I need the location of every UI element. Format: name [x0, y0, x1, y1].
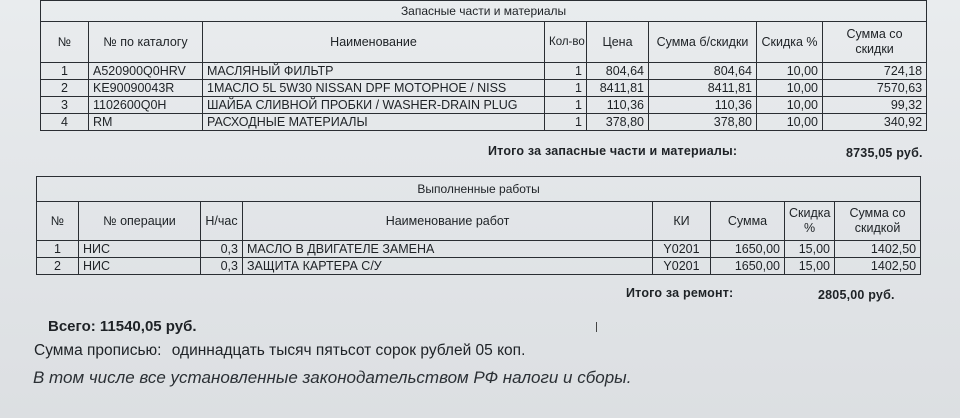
row-discount: 15,00 — [785, 241, 835, 258]
row-number: 1 — [37, 241, 79, 258]
parts-col-number: № — [41, 22, 89, 63]
amount-in-words-value: одиннадцать тысяч пятьсот сорок рублей 05 коп. — [171, 342, 526, 359]
works-col-sum: Сумма — [711, 202, 785, 241]
row-catalog: KE90090043R — [89, 80, 203, 97]
parts-total-label: Итого за запасные части и материалы: — [488, 144, 738, 158]
row-qty: 1 — [545, 97, 587, 114]
parts-col-total: Сумма со скидки — [823, 22, 927, 63]
row-number: 4 — [41, 114, 89, 131]
row-qty: 1 — [545, 114, 587, 131]
row-catalog: A520900Q0HRV — [89, 63, 203, 80]
row-name: ЗАЩИТА КАРТЕРА С/У — [243, 258, 653, 275]
row-number: 2 — [41, 80, 89, 97]
parts-col-sum: Сумма б/скидки — [649, 22, 757, 63]
row-sum: 1650,00 — [711, 241, 785, 258]
row-discount: 10,00 — [757, 80, 823, 97]
amount-in-words-label: Сумма прописью: — [34, 342, 162, 359]
row-discount: 15,00 — [785, 258, 835, 275]
row-name: МАСЛЯНЫЙ ФИЛЬТР — [203, 63, 545, 80]
row-operation: НИС — [79, 241, 201, 258]
works-table — [36, 176, 921, 275]
row-sum: 804,64 — [649, 63, 757, 80]
table-row — [37, 241, 921, 258]
row-total: 724,18 — [823, 63, 927, 80]
row-number: 1 — [41, 63, 89, 80]
table-row — [41, 63, 927, 80]
works-header-row — [37, 202, 921, 241]
row-sum: 110,36 — [649, 97, 757, 114]
row-operation: НИС — [79, 258, 201, 275]
row-sum: 1650,00 — [711, 258, 785, 275]
row-total: 1402,50 — [835, 258, 921, 275]
pen-mark — [596, 322, 597, 332]
row-price: 8411,81 — [587, 80, 649, 97]
row-sum: 8411,81 — [649, 80, 757, 97]
row-total: 1402,50 — [835, 241, 921, 258]
row-qty: 1 — [545, 63, 587, 80]
table-row — [41, 97, 927, 114]
row-ki: Y0201 — [653, 241, 711, 258]
parts-table — [40, 0, 927, 131]
parts-col-qty: Кол-во — [545, 22, 587, 63]
row-name: 1МАСЛО 5L 5W30 NISSAN DPF MOTOPHOE / NISS — [203, 80, 545, 97]
works-table-title: Выполненные работы — [37, 177, 921, 202]
taxes-note: В том числе все установленные законодательством РФ налоги и сборы. — [33, 368, 632, 387]
row-name: МАСЛО В ДВИГАТЕЛЕ ЗАМЕНА — [243, 241, 653, 258]
row-sum: 378,80 — [649, 114, 757, 131]
parts-col-price: Цена — [587, 22, 649, 63]
table-row — [37, 258, 921, 275]
row-name: РАСХОДНЫЕ МАТЕРИАЛЫ — [203, 114, 545, 131]
row-total: 7570,63 — [823, 80, 927, 97]
row-hours: 0,3 — [201, 241, 243, 258]
works-col-ki: КИ — [653, 202, 711, 241]
row-number: 2 — [37, 258, 79, 275]
amount-in-words — [34, 342, 525, 360]
row-total: 340,92 — [823, 114, 927, 131]
works-col-total: Сумма со скидкой — [835, 202, 921, 241]
row-hours: 0,3 — [201, 258, 243, 275]
parts-col-name: Наименование — [203, 22, 545, 63]
row-discount: 10,00 — [757, 114, 823, 131]
row-qty: 1 — [545, 80, 587, 97]
grand-total: Всего: 11540,05 руб. — [48, 318, 197, 335]
works-col-discount: Скидка % — [785, 202, 835, 241]
parts-header-row — [41, 22, 927, 63]
row-catalog: 1102600Q0H — [89, 97, 203, 114]
row-ki: Y0201 — [653, 258, 711, 275]
works-col-hours: Н/час — [201, 202, 243, 241]
row-price: 378,80 — [587, 114, 649, 131]
row-catalog: RM — [89, 114, 203, 131]
parts-total-value: 8735,05 руб. — [846, 146, 923, 160]
row-number: 3 — [41, 97, 89, 114]
table-row — [41, 114, 927, 131]
works-col-name: Наименование работ — [243, 202, 653, 241]
works-total-label: Итого за ремонт: — [626, 286, 734, 300]
row-price: 804,64 — [587, 63, 649, 80]
row-price: 110,36 — [587, 97, 649, 114]
works-total-value: 2805,00 руб. — [818, 288, 895, 302]
works-col-number: № — [37, 202, 79, 241]
parts-col-catalog: № по каталогу — [89, 22, 203, 63]
row-total: 99,32 — [823, 97, 927, 114]
table-row — [41, 80, 927, 97]
parts-table-title: Запасные части и материалы — [41, 1, 927, 22]
row-name: ШАЙБА СЛИВНОЙ ПРОБКИ / WASHER-DRAIN PLUG — [203, 97, 545, 114]
parts-col-discount: Скидка % — [757, 22, 823, 63]
row-discount: 10,00 — [757, 63, 823, 80]
works-col-operation: № операции — [79, 202, 201, 241]
row-discount: 10,00 — [757, 97, 823, 114]
